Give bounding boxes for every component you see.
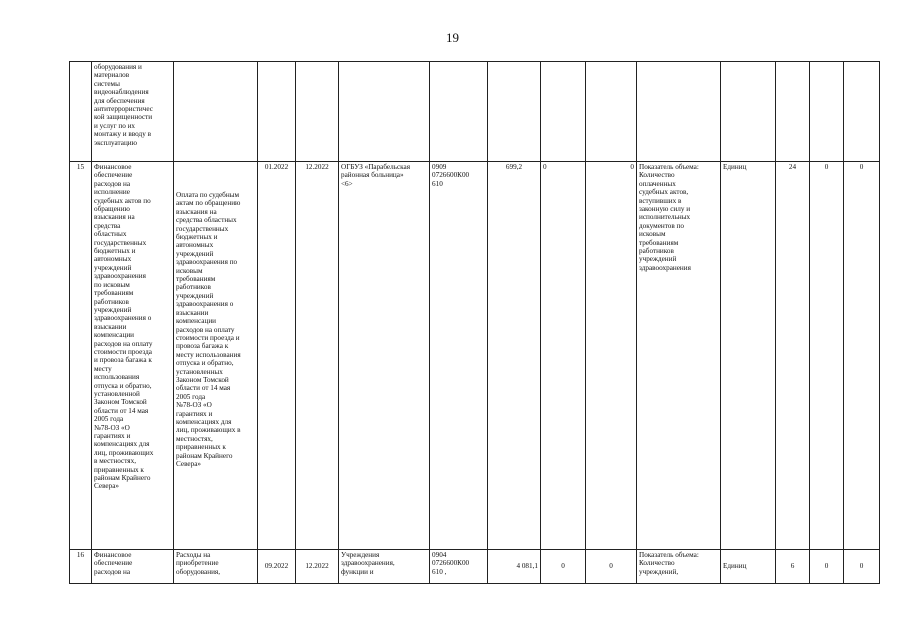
activity-description: Оплата по судебным актам по обращению взыскания на средства областных государственных бюджетных и автономных учреждений здравоохранения по исковым требованиям работников учреждений здравоохранения о взыскании компенсации расходов на оплату стоимости проезда и провоза багажа к месту использования отпуска и обратно, установленных Законом Томской области от 14 мая 2005 года №78-ОЗ «О гарантиях и компенсациях для лиц, проживающих в местностях, приравненных к районам Крайнего Севера» <box>176 191 241 468</box>
sum-cell: 0 <box>586 162 637 550</box>
value-cell <box>776 62 810 162</box>
unit-cell: Единиц <box>721 162 776 550</box>
sum-cell <box>488 62 541 162</box>
value-cell: 0 <box>810 162 844 550</box>
value-cell: 24 <box>776 162 810 550</box>
program-activities-table <box>69 61 880 584</box>
indicator-cell <box>637 62 721 162</box>
executor-name: ОГБУЗ «Парабельская районная больница» <6> <box>341 163 411 188</box>
row-number <box>70 62 92 162</box>
table-row <box>70 550 880 584</box>
kbk-cell <box>430 162 488 550</box>
kbk-cell <box>430 550 488 584</box>
activity-description-cell <box>174 550 258 584</box>
value-cell <box>844 62 880 162</box>
value-cell <box>810 62 844 162</box>
executor-name: Учреждения здравоохранения, функции и <box>341 551 395 576</box>
executor-cell <box>339 62 430 162</box>
unit-cell: Единиц <box>721 550 776 584</box>
sum-cell: 0 <box>541 162 586 550</box>
unit-cell <box>721 62 776 162</box>
start-date-cell: 09.2022 <box>258 550 296 584</box>
sum-cell: 0 <box>541 550 586 584</box>
row-number: 15 <box>70 162 92 550</box>
kbk-cell <box>430 62 488 162</box>
activity-name: Финансовое обеспечение расходов на исполнение судебных актов по обращению взыскания на средства областных государственных бюджетных и автономных учреждений здравоохранения по исковым требованиям работников учреждений здравоохранения о взыскании компенсации расходов на оплату стоимости проезда и провоза багажа к месту использования отпуска и обратно, установленной Законом Томской области от 14 мая 2005 года №78-ОЗ «О гарантиях и компенсациях для лиц, проживающих в местностях, приравненных к районам Крайнего Севера» <box>94 163 154 491</box>
value-cell: 0 <box>810 550 844 584</box>
value-cell: 6 <box>776 550 810 584</box>
table-row <box>70 162 880 550</box>
page-number: 19 <box>446 30 459 45</box>
end-date-cell <box>296 62 339 162</box>
activity-description-cell <box>174 62 258 162</box>
activity-name: оборудования и материалов системы видеонаблюдения для обеспечения антитеррористичес кой защищенности и услуг по их монтажу и вводу в эксплуатацию <box>94 63 153 147</box>
end-date-cell: 12.2022 <box>296 162 339 550</box>
row-number: 16 <box>70 550 92 584</box>
sum-cell: 0 <box>586 550 637 584</box>
activity-name-cell <box>92 550 174 584</box>
start-date-cell: 01.2022 <box>258 162 296 550</box>
sum-cell: 699,2 <box>488 162 541 550</box>
table-row <box>70 62 880 162</box>
end-date-cell: 12.2022 <box>296 550 339 584</box>
activity-description: Расходы на приобретение оборудования, <box>176 551 221 576</box>
indicator-text: Показатель объема: Количество учреждений, <box>639 551 699 576</box>
activity-name-cell <box>92 162 174 550</box>
executor-cell <box>339 162 430 550</box>
kbk-code: 0909 0726600К00 610 <box>432 163 470 188</box>
kbk-code: 0904 0726600К00 610 , <box>432 551 470 576</box>
indicator-cell <box>637 550 721 584</box>
start-date-cell <box>258 62 296 162</box>
sum-cell <box>541 62 586 162</box>
executor-cell <box>339 550 430 584</box>
activity-description-cell <box>174 162 258 550</box>
sum-cell: 4 081,1 <box>488 550 541 584</box>
activity-name: Финансовое обеспечение расходов на <box>94 551 133 576</box>
indicator-text: Показатель объема: Количество оплаченных судебных актов, вступивших в законную силу и исполнительных документов по исковым требованиям работников учреждений здравоохранения <box>639 163 699 272</box>
value-cell: 0 <box>844 162 880 550</box>
value-cell: 0 <box>844 550 880 584</box>
activity-name-cell <box>92 62 174 162</box>
indicator-cell <box>637 162 721 550</box>
sum-cell <box>586 62 637 162</box>
